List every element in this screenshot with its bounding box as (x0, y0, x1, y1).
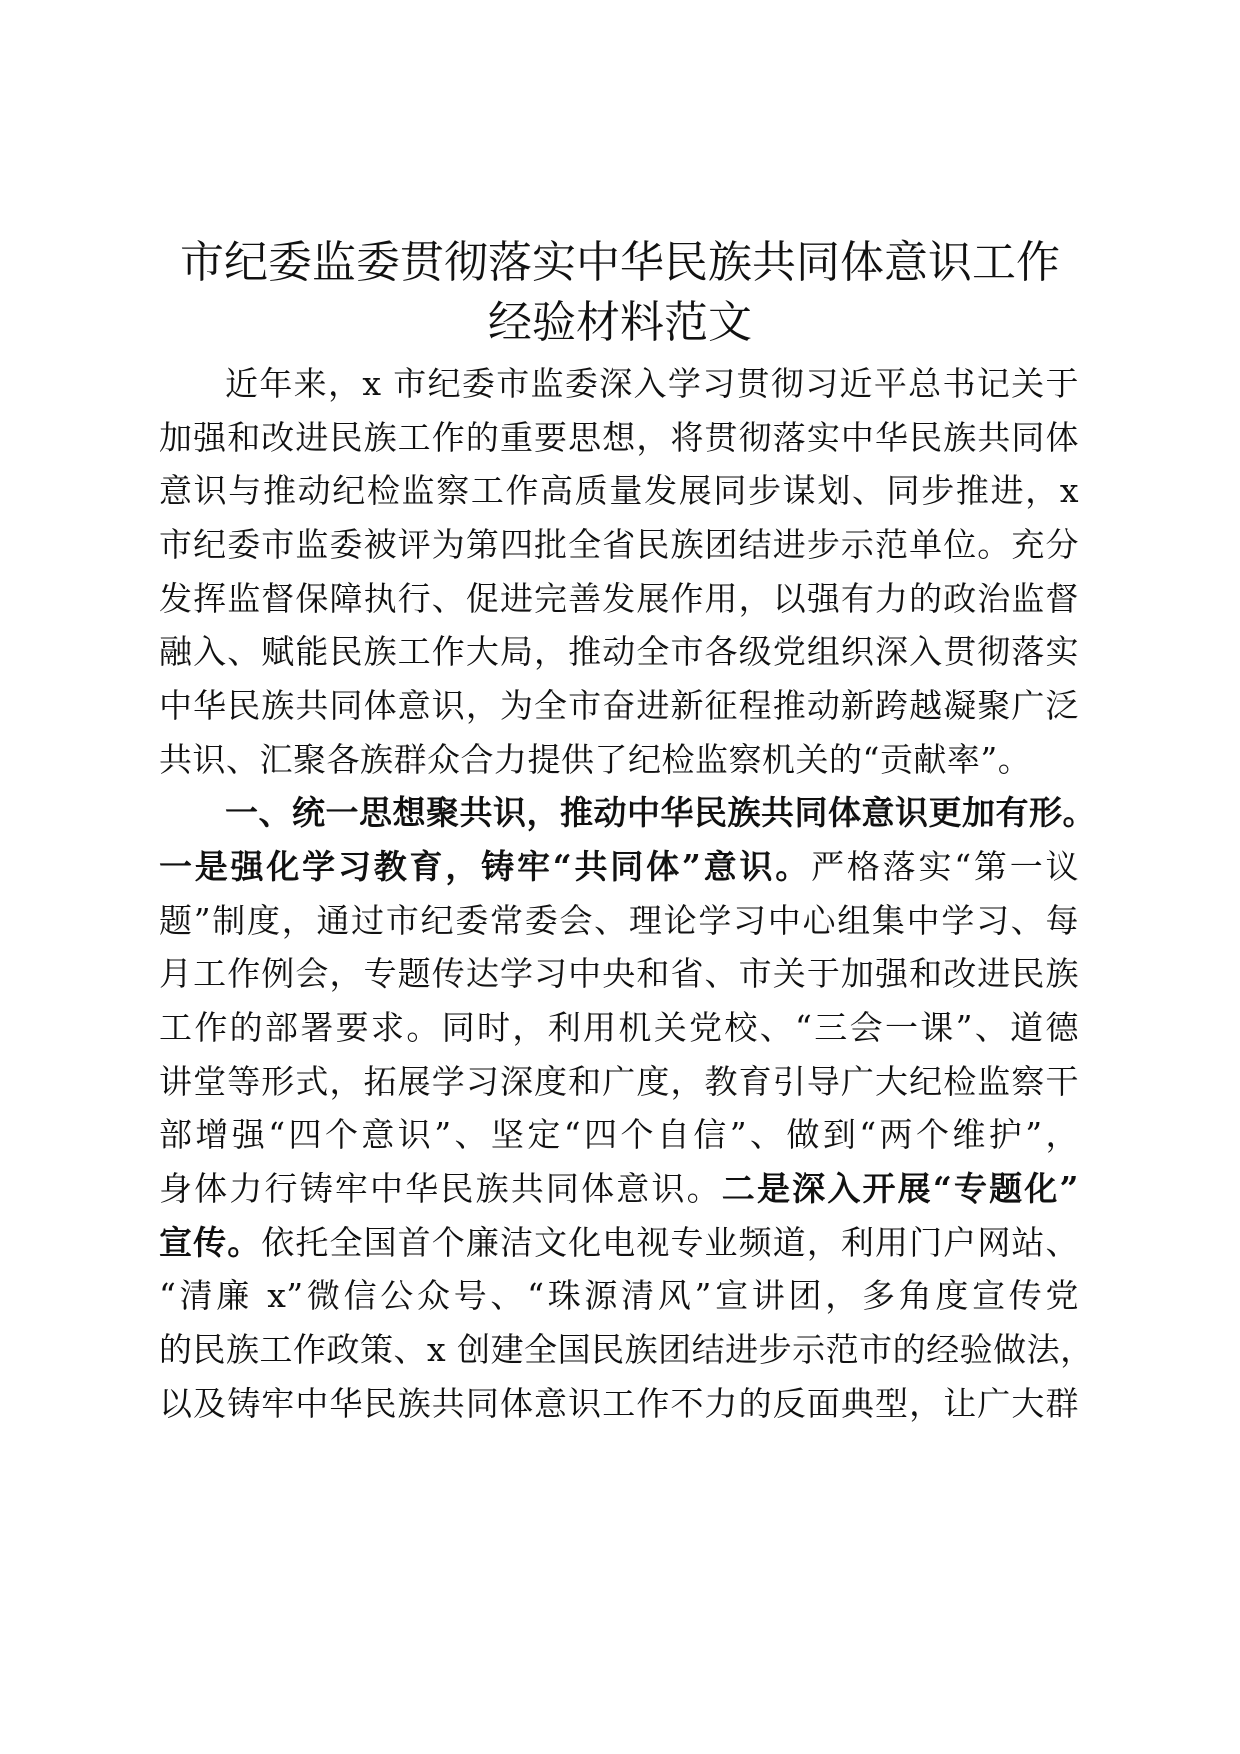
body-line (159, 1213, 1079, 1273)
body-line (159, 676, 1079, 736)
body-text: 以及铸牢中华民族共同体意识工作不力的反面典型，让广大群 (159, 1384, 1079, 1423)
body-text: 依托全国首个廉洁文化电视专业频道，利用门户网站、 (261, 1223, 1080, 1262)
body-line (159, 1159, 1079, 1219)
section-heading-text: 一、统一思想聚共识，推动中华民族共同体意识更加有形。 (225, 793, 1096, 832)
body-line (159, 1052, 1079, 1112)
subheading-text: 二是深入开展“专题化” (721, 1169, 1080, 1208)
page-title-line-2: 经验材料范文 (488, 297, 752, 348)
body-text: 的民族工作政策、x 创建全国民族团结进步示范市的经验做法， (159, 1330, 1094, 1369)
body-line (159, 730, 1079, 790)
body-text: 意识与推动纪检监察工作高质量发展同步谋划、同步推进，x (159, 471, 1079, 510)
section-heading (225, 783, 1096, 843)
body-line (159, 998, 1079, 1058)
body-line (159, 1105, 1079, 1165)
body-text: 身体力行铸牢中华民族共同体意识。 (159, 1169, 722, 1208)
body-line (159, 569, 1079, 629)
body-line (159, 891, 1079, 951)
body-line (225, 354, 1079, 414)
body-text: 严格落实“第一议 (811, 847, 1079, 886)
body-text: 加强和改进民族工作的重要思想，将贯彻落实中华民族共同体 (159, 418, 1079, 457)
body-text: 工作的部署要求。同时，利用机关党校、“三会一课”、道德 (159, 1008, 1079, 1047)
body-text: 讲堂等形式，拓展学习深度和广度，教育引导广大纪检监察干 (159, 1062, 1079, 1101)
subheading-text: 一是强化学习教育，铸牢“共同体”意识。 (159, 847, 812, 886)
body-line (159, 515, 1079, 575)
body-line (159, 1266, 1079, 1326)
body-line (159, 837, 1079, 897)
body-line (159, 944, 1079, 1004)
body-text: 中华民族共同体意识，为全市奋进新征程推动新跨越凝聚广泛 (159, 686, 1079, 725)
body-line (159, 408, 1079, 468)
subheading-text: 宣传。 (159, 1223, 262, 1262)
body-text: “清廉 x”微信公众号、“珠源清风”宣讲团，多角度宣传党 (159, 1276, 1079, 1315)
body-text: 市纪委市监委被评为第四批全省民族团结进步示范单位。充分 (159, 525, 1079, 564)
body-line (159, 622, 1079, 682)
body-text: 发挥监督保障执行、促进完善发展作用，以强有力的政治监督 (159, 579, 1079, 618)
body-text: 共识、汇聚各族群众合力提供了纪检监察机关的“贡献率”。 (159, 740, 1032, 779)
body-text: 部增强“四个意识”、坚定“四个自信”、做到“两个维护”， (159, 1115, 1079, 1154)
body-line (159, 1320, 1094, 1380)
body-text: 融入、赋能民族工作大局，推动全市各级党组织深入贯彻落实 (159, 632, 1079, 671)
body-text: 题”制度，通过市纪委常委会、理论学习中心组集中学习、每 (159, 901, 1079, 940)
page-title-line-1: 市纪委监委贯彻落实中华民族共同体意识工作 (180, 237, 1060, 288)
body-line (159, 1374, 1079, 1434)
body-line (159, 461, 1079, 521)
body-text: 近年来，x 市纪委市监委深入学习贯彻习近平总书记关于 (225, 364, 1079, 403)
body-text: 月工作例会，专题传达学习中央和省、市关于加强和改进民族 (159, 954, 1079, 993)
